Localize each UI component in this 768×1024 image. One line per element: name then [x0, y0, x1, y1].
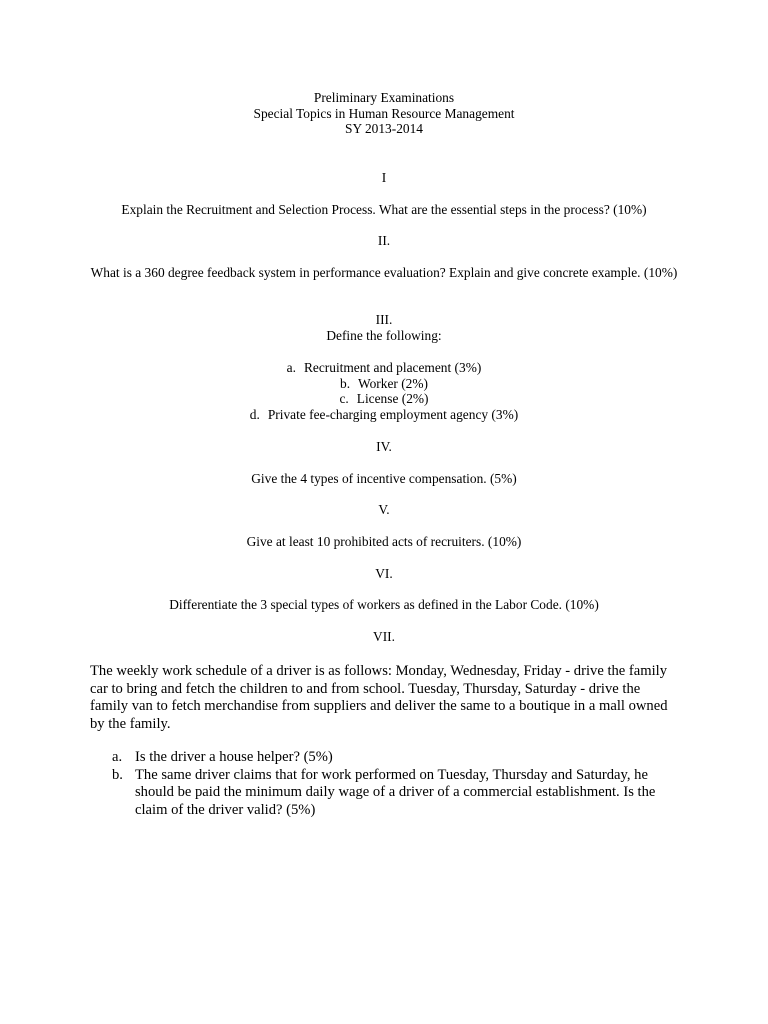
list-marker: c. [339, 391, 349, 407]
definition-item [0, 376, 768, 392]
list-marker: a. [112, 749, 123, 765]
definition-item [0, 360, 768, 376]
definition-item [0, 407, 768, 423]
definition-text: License (2%) [356, 391, 429, 407]
section-question-2: What is a 360 degree feedback system in performance evaluation? Explain and give concrete example. (10%) [90, 265, 678, 280]
list-marker: b. [112, 766, 123, 783]
exam-title: Preliminary Examinations [313, 90, 455, 105]
school-year: SY 2013-2014 [345, 121, 423, 137]
definition-text: Worker (2%) [358, 375, 428, 391]
list-marker: a. [286, 360, 296, 375]
section-number-7: VII. [373, 629, 395, 644]
list-marker: d. [249, 406, 260, 422]
definition-item [0, 391, 768, 407]
sub-question [90, 767, 680, 820]
section-number-2: II. [377, 233, 391, 248]
sub-question-text: Is the driver a house helper? (5%) [135, 749, 333, 765]
section-number-1: I [381, 170, 387, 185]
section-question-1: Explain the Recruitment and Selection Process. What are the essential steps in the process? (10%) [121, 202, 647, 217]
sub-question-list [90, 749, 680, 819]
definition-text: Recruitment and placement (3%) [303, 360, 482, 375]
section-paragraph-7: The weekly work schedule of a driver is as follows: Monday, Wednesday, Friday - drive the family car to bring and fetch the children to and from school. Tuesday, Thursday, Saturday - drive the family van to fetch merchandise from suppliers and deliver the same to a boutique in a mall owned by the family. [90, 663, 668, 732]
section-lead-3: Define the following: [326, 328, 442, 343]
section-question-5: Give at least 10 prohibited acts of recruiters. (10%) [246, 534, 522, 549]
section-number-5: V. [378, 502, 390, 517]
exam-header [0, 90, 768, 137]
course-title: Special Topics in Human Resource Management [253, 105, 515, 121]
definition-text: Private fee-charging employment agency (3%) [267, 406, 519, 422]
list-marker: b. [340, 375, 351, 391]
definition-list [0, 360, 768, 422]
section-question-6: Differentiate the 3 special types of workers as defined in the Labor Code. (10%) [169, 597, 599, 612]
section-number-4: IV. [376, 439, 392, 454]
section-number-3: III. [375, 312, 393, 327]
sub-question [90, 749, 680, 767]
sub-question-text: The same driver claims that for work performed on Tuesday, Thursday and Saturday, he should be paid the minimum daily wage of a driver of a commercial establishment. Is the claim of the driver valid? (5%) [135, 766, 656, 818]
section-number-6: VI. [375, 566, 393, 581]
section-question-4: Give the 4 types of incentive compensation. (5%) [251, 471, 517, 486]
